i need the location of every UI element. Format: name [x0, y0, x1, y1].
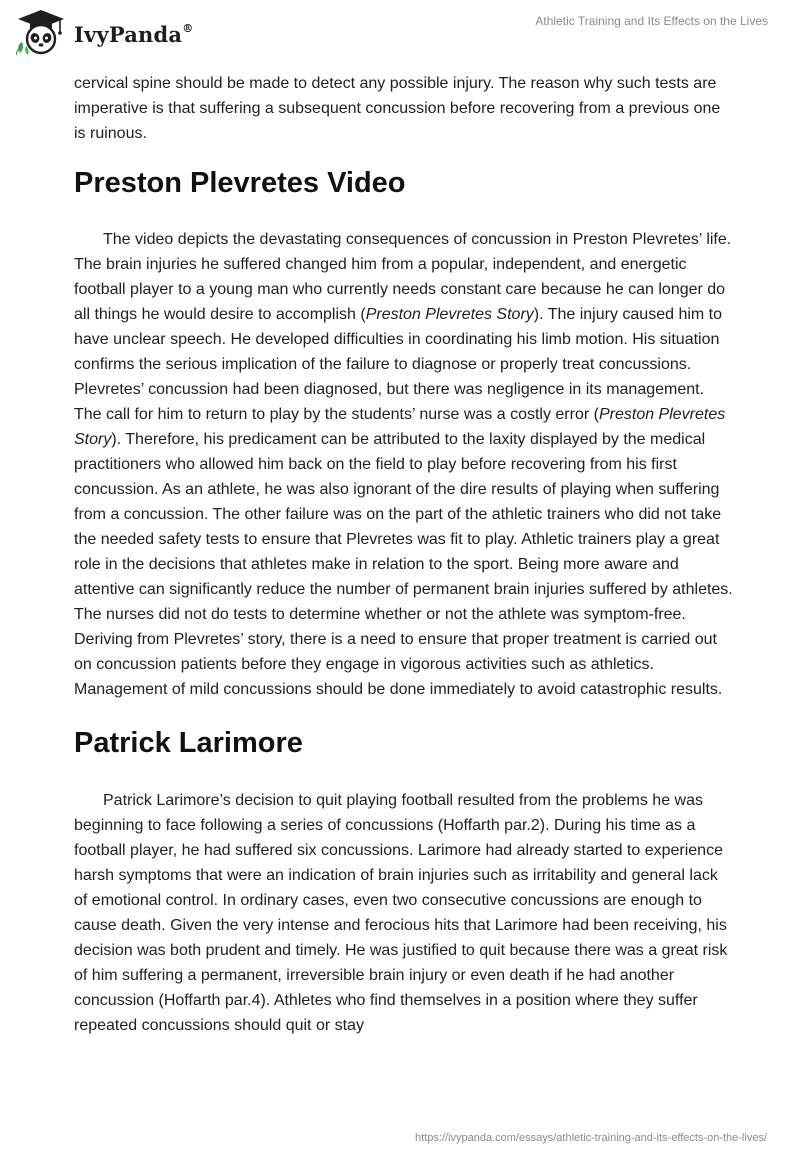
text-run: The video depicts the devastating consequences of concussion in Preston Plevretes’ life. The brain injuries he suffered changed him from a popular, independent, and energetic football player to a young man who currently needs constant care because he can longer do all things he would desire to accomplish ( — [74, 231, 732, 323]
intro-paragraph: cervical spine should be made to detect any possible injury. The reason why such tests are imperative is that suffering a subsequent concussion before recovering from a previous one is ruinous. — [74, 75, 721, 142]
registered-mark: ® — [182, 21, 194, 35]
section-heading-larimore: Patrick Larimore — [74, 727, 303, 759]
citation-title: Preston Plevretes Story — [74, 406, 726, 448]
panda-graduate-icon — [14, 8, 68, 56]
footer-url-link[interactable]: https://ivypanda.com/essays/athletic-training-and-its-effects-on-the-lives/ — [415, 1132, 767, 1144]
section-heading-preston: Preston Plevretes Video — [74, 167, 406, 199]
page-header — [0, 0, 800, 64]
ivypanda-logo[interactable] — [14, 8, 193, 56]
document-title: Athletic Training and Its Effects on the Lives — [535, 14, 768, 28]
text-run: ). Therefore, his predicament can be attributed to the laxity displayed by the medical practitioners who allowed him back on the field to play before recovering from his first concussion. As an athlete, he was also ignorant of the dire results of playing when suffering from a concussion. The other failure was on the part of the athletic trainers who did not take the needed safety tests to ensure that Plevretes was fit to play. Athletic trainers play a great role in the decisions that athletes make in relation to the sport. Being more aware and attentive can significantly reduce the number of permanent brain injuries suffered by athletes. The nurses did not do tests to determine whether or not the athlete was symptom-free. Deriving from Plevretes’ story, there is a need to ensure that proper treatment is carried out on concussion patients before they engage in vigorous activities such as athletics. Management of mild concussions should be done immediately to avoid catastrophic results. — [74, 431, 733, 698]
text-run: ). The injury caused him to have unclear speech. He developed difficulties in coordinating his limb motion. His situation confirms the serious implication of the failure to diagnose or properly treat concussions. Plevretes’ concussion had been diagnosed, but there was negligence in its management. The call for him to return to play by the students’ nurse was a costly error ( — [74, 306, 723, 423]
section-paragraph-preston — [74, 227, 734, 702]
brand-name — [74, 22, 193, 47]
essay-content — [74, 71, 734, 1038]
section-paragraph-larimore: Patrick Larimore’s decision to quit playing football resulted from the problems he was beginning to face following a series of concussions (Hoffarth par.2). During his time as a football player, he had suffered six concussions. Larimore had already started to experience harsh symptoms that were an indication of brain injuries such as irritability and general lack of emotional control. In ordinary cases, even two consecutive concussions are enough to cause death. Given the very intense and ferocious hits that Larimore had been receiving, his decision was both prudent and timely. He was justified to quit because there was a great risk of him suffering a permanent, irreversible brain injury or even death if he had another concussion (Hoffarth par.4). Athletes who find themselves in a position where they suffer repeated concussions should quit or stay — [74, 792, 728, 1034]
citation-title: Preston Plevretes Story — [365, 306, 534, 323]
brand-name-text: IvyPanda — [74, 21, 183, 47]
